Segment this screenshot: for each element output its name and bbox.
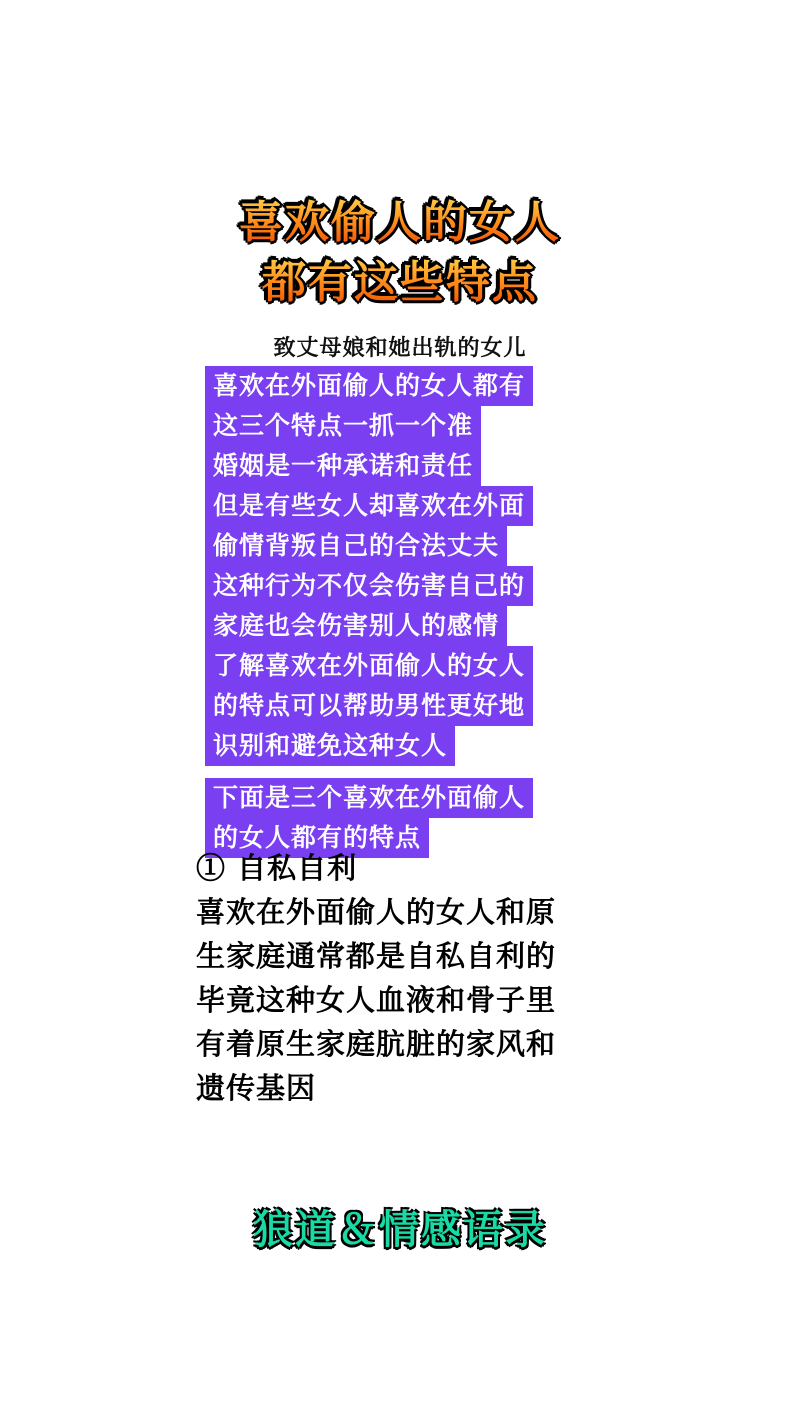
- title-line-1: 喜欢偷人的女人: [0, 196, 800, 250]
- section-line: 毕竟这种女人血液和骨子里: [196, 983, 557, 1017]
- section-one: [196, 846, 616, 1110]
- section-line: 喜欢在外面偷人的女人和原: [196, 895, 557, 929]
- highlight-line: 下面是三个喜欢在外面偷人: [205, 778, 533, 818]
- subtitle: 致丈母娘和她出轨的女儿: [273, 335, 527, 361]
- section-heading: ① 自私自利: [196, 851, 358, 885]
- highlighted-body: [205, 366, 605, 858]
- highlight-line: 这种行为不仅会伤害自己的: [205, 566, 533, 606]
- title-line-2: 都有这些特点: [0, 256, 800, 310]
- highlight-line: 这三个特点一抓一个准: [205, 406, 481, 446]
- highlight-line: 但是有些女人却喜欢在外面: [205, 486, 533, 526]
- highlight-line: 的女人都有的特点: [205, 818, 429, 858]
- section-line: 生家庭通常都是自私自利的: [196, 939, 557, 973]
- highlight-line: 家庭也会伤害别人的感情: [205, 606, 507, 646]
- highlight-line: 识别和避免这种女人: [205, 726, 455, 766]
- footer-signature: 狼道＆情感语录: [253, 1206, 547, 1253]
- highlight-line: 喜欢在外面偷人的女人都有: [205, 366, 533, 406]
- highlight-paragraph-gap: [205, 766, 605, 778]
- highlight-line: 偷情背叛自己的合法丈夫: [205, 526, 507, 566]
- section-line: 有着原生家庭肮脏的家风和: [196, 1027, 557, 1061]
- page-title: [0, 196, 800, 316]
- highlight-line: 婚姻是一种承诺和责任: [205, 446, 481, 486]
- highlight-line: 了解喜欢在外面偷人的女人: [205, 646, 533, 686]
- highlight-line: 的特点可以帮助男性更好地: [205, 686, 533, 726]
- section-line: 遗传基因: [196, 1071, 317, 1105]
